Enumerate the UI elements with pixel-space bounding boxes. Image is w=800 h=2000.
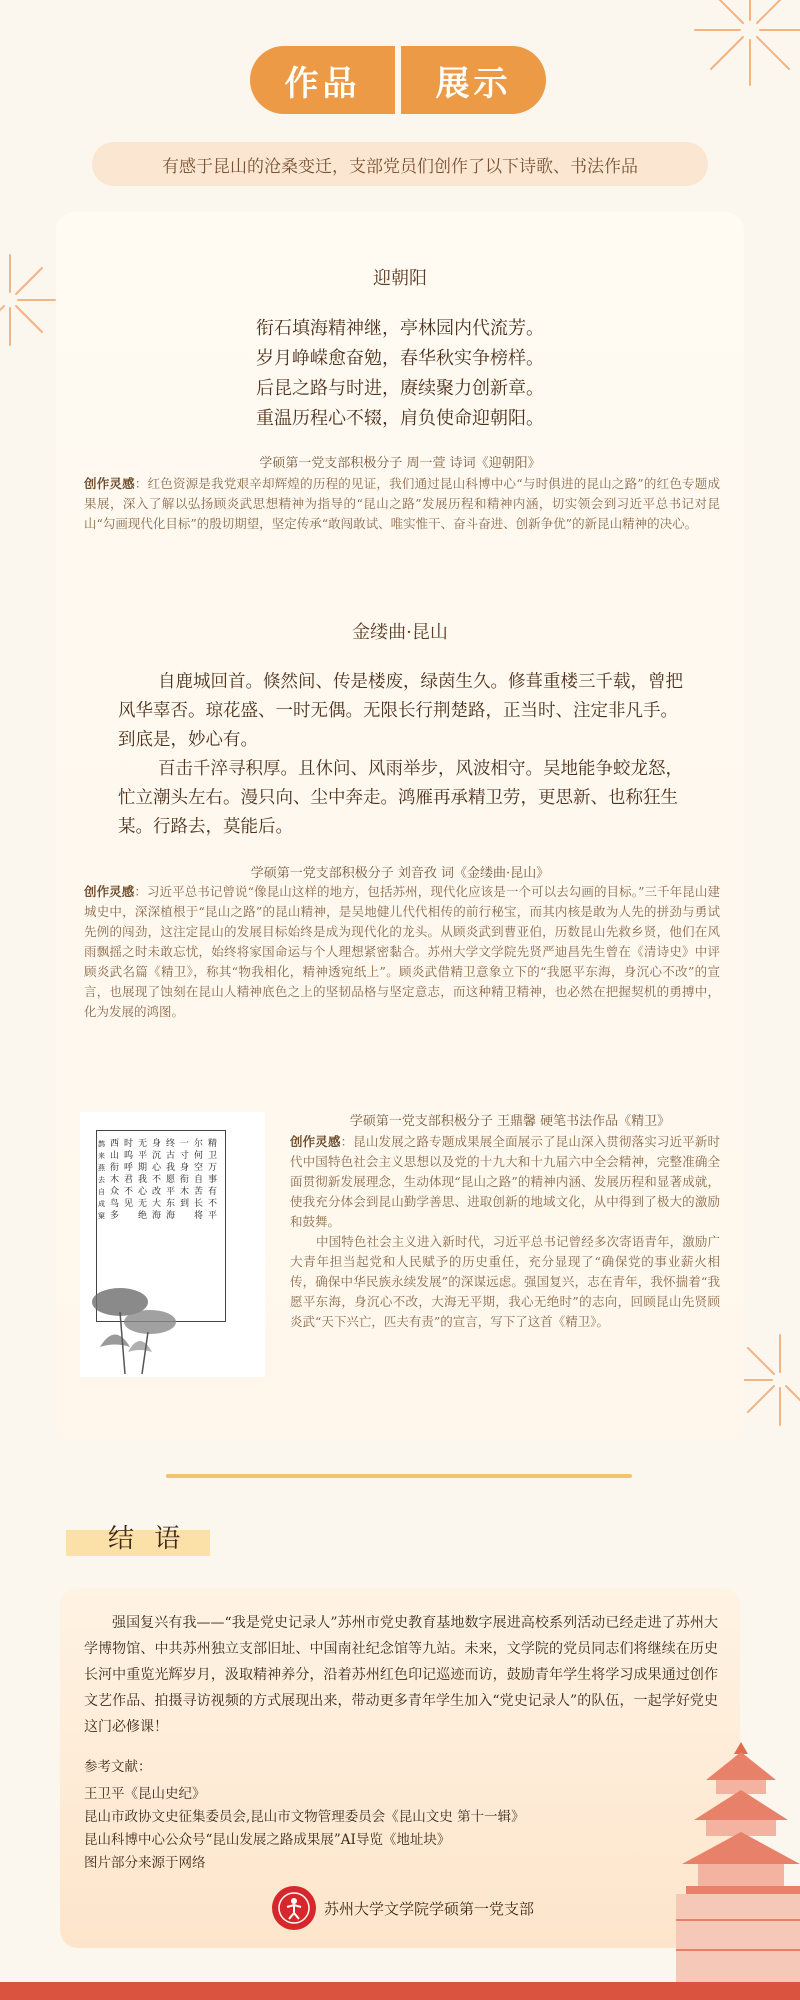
poem1-line: 后昆之路与时进，赓续聚力创新章。 [256, 378, 544, 399]
poem2-title: 金缕曲·昆山 [352, 622, 448, 643]
poem2-body [118, 668, 688, 842]
inspiration-text: ：习近平总书记曾说“像昆山这样的地方，包括苏州，现代化应该是一个可以去勾画的目标。”三千年昆山建城史中，深深植根于“昆山之路”的昆山精神，是吴地健儿代代相传的前行秘宝，而其内核是敢为人先的拼劲与勇试先例的闯劲，这注定昆山的发展目标始终是成为现代化的龙头。从顾炎武到曹亚伯，历数昆山先救乡贤，他们在风雨飘摇之时未敢忘忧，始终将家国命运与个人理想紧密黏合。苏州大学文学院先贤严迪昌先生曾在《清诗史》中评顾炎武名篇《精卫》，称其“物我相化，精神透宛纸上”。顾炎武借精卫意象立下的“我愿平东海，身沉心不改”的宣言，也展现了蚀刻在昆山人精神底色之上的坚韧品格与坚定意志，而这种精卫精神，也必然在把握契机的勇搏中，化为发展的鸿图。 [84, 884, 720, 1019]
calligraphy-column: 终古 我愿平东海 [166, 1139, 176, 1221]
section-title [250, 46, 546, 114]
section-subtitle: 有感于昆山的沧桑变迁，支部党员们创作了以下诗歌、书法作品 [92, 142, 708, 186]
conclusion-text: 强国复兴有我——“我是党史记录人”苏州市党史教育基地数字展进高校系列活动已经走进了苏州大学博物馆、中共苏州独立支部旧址、中国南社纪念馆等九站。未来，文学院的党员同志们将继续在历史长河中重览光辉岁月，汲取精神养分，沿着苏州红色印记巡迹而访，鼓励青年学生将学习成果通过创作文艺作品、拍摄寻访视频的方式展现出来，带动更多青年学生加入“党史记录人”的队伍，一起学好党史这门必修课！ [84, 1615, 718, 1735]
calligraphy-inspiration [290, 1132, 720, 1332]
poem1-inspiration [84, 474, 720, 534]
firework-decoration-top-right [690, 0, 800, 90]
reference-item: 图片部分来源于网络 [84, 1855, 206, 1871]
section-divider [166, 1474, 632, 1478]
calligraphy-column: 一寸身 衔木到 [180, 1139, 190, 1209]
bottom-bar [0, 1982, 800, 2000]
calligraphy-paragraph [290, 1132, 720, 1232]
calligraphy-credit: 学硕第一党支部积极分子 王鼎馨 硬笔书法作品《精卫》 [349, 1114, 671, 1129]
title-left: 作品 [250, 46, 395, 114]
poem1-line: 衔石填海精神继，亭林园内代流芳。 [256, 318, 544, 339]
footer [272, 1886, 534, 1930]
organization-name: 苏州大学文学院学硕第一党支部 [324, 1899, 535, 1918]
calligraphy-column: 西山衔木众鸟多 [110, 1139, 120, 1221]
calligraphy-image [80, 1112, 265, 1377]
reference-item: 昆山科博中心公众号“昆山发展之路成果展”AI导览《地址块》 [84, 1832, 451, 1848]
calligraphy-column: 无平期 我心无绝 [138, 1139, 148, 1221]
title-right: 展示 [401, 46, 546, 114]
inspiration-text: ：红色资源是我党艰辛却辉煌的历程的见证，我们通过昆山科博中心“与时俱进的昆山之路”的红色专题成果展，深入了解以弘扬顾炎武思想精神为指导的“昆山之路”发展历程和精神内涵，切实领会到习近平总书记对昆山“勾画现代化目标”的殷切期望，坚定传承“敢闯敢试、唯实惟干、奋斗奋进、创新争优”的新昆山精神的决心。 [84, 476, 720, 531]
references [84, 1756, 644, 1875]
poem2-paragraph: 百击千淬寻积厚。且休问、风雨举步，风波相守。吴地能争蛟龙怒，忙立潮头左右。漫只向、尘中奔走。鸿雁再承精卫劳，更思新、也称狂生某。行路去，莫能后。 [118, 759, 683, 837]
poem1-line: 重温历程心不辍，肩负使命迎朝阳。 [256, 408, 544, 429]
calligraphy-column: 精卫 万事有不平 [208, 1139, 218, 1221]
university-logo-icon [272, 1886, 316, 1930]
poem2-credit: 学硕第一党支部积极分子 刘音孜 词《金缕曲·昆山》 [250, 866, 550, 881]
poem2-inspiration [84, 882, 720, 1022]
lotus-illustration [80, 1262, 190, 1377]
poem2-paragraph: 自鹿城回首。倏然间、传是楼废，绿茵生久。修葺重楼三千载，曾把风华辜否。琼花盛、一时无偶。无限长行荆楚路，正当时、注定非凡手。到底是，妙心有。 [118, 672, 683, 750]
temple-illustration [606, 1740, 800, 1984]
calligraphy-column: 时 呜呼 君不见 [124, 1139, 134, 1209]
inspiration-text: ：昆山发展之路专题成果展全面展示了昆山深入贯彻落实习近平新时代中国特色社会主义思想以及党的十九大和十九届六中全会精神，完整准确全面贯彻新发展理念，生动体现“昆山之路”的精神内涵、发展历程和显著成就，使我充分体会到昆山勤学善思、进取创新的地域文化，从中得到了极大的激励和鼓舞。 [290, 1134, 720, 1229]
poem1-line: 岁月峥嵘愈奋勉，春华秋实争榜样。 [256, 348, 544, 369]
poem1-body [0, 314, 800, 434]
inspiration-label: 创作灵感 [290, 1134, 341, 1149]
inspiration-label: 创作灵感 [84, 884, 135, 899]
calligraphy-column: 身沉心不改 大海 [152, 1139, 162, 1221]
reference-item: 昆山市政协文史征集委员会,昆山市文物管理委员会《昆山文史 第十一辑》 [84, 1809, 525, 1825]
poem1-title: 迎朝阳 [373, 268, 427, 289]
poem1-credit: 学硕第一党支部积极分子 周一萱 诗词《迎朝阳》 [259, 456, 541, 471]
conclusion-title: 结 语 [108, 1524, 187, 1554]
calligraphy-column: 鹊来燕去自成窠 [98, 1140, 105, 1220]
calligraphy-paragraph: 中国特色社会主义进入新时代，习近平总书记曾经多次寄语青年，激励广大青年担当起党和人民赋予的历史重任，充分显现了“确保党的事业薪火相传，确保中华民族永续发展”的深谋远虑。强国复兴，志在青年，我怀揣着“我愿平东海，身沉心不改，大海无平期，我心无绝时”的志向，回顾昆山先贤顾炎武“天下兴亡，匹夫有责”的宣言，写下了这首《精卫》。 [290, 1234, 720, 1329]
references-label: 参考文献： [84, 1759, 152, 1775]
calligraphy-column: 尔何空自苦 长将 [194, 1139, 204, 1221]
inspiration-label: 创作灵感 [84, 476, 135, 491]
reference-item: 王卫平《昆山史纪》 [84, 1786, 206, 1802]
